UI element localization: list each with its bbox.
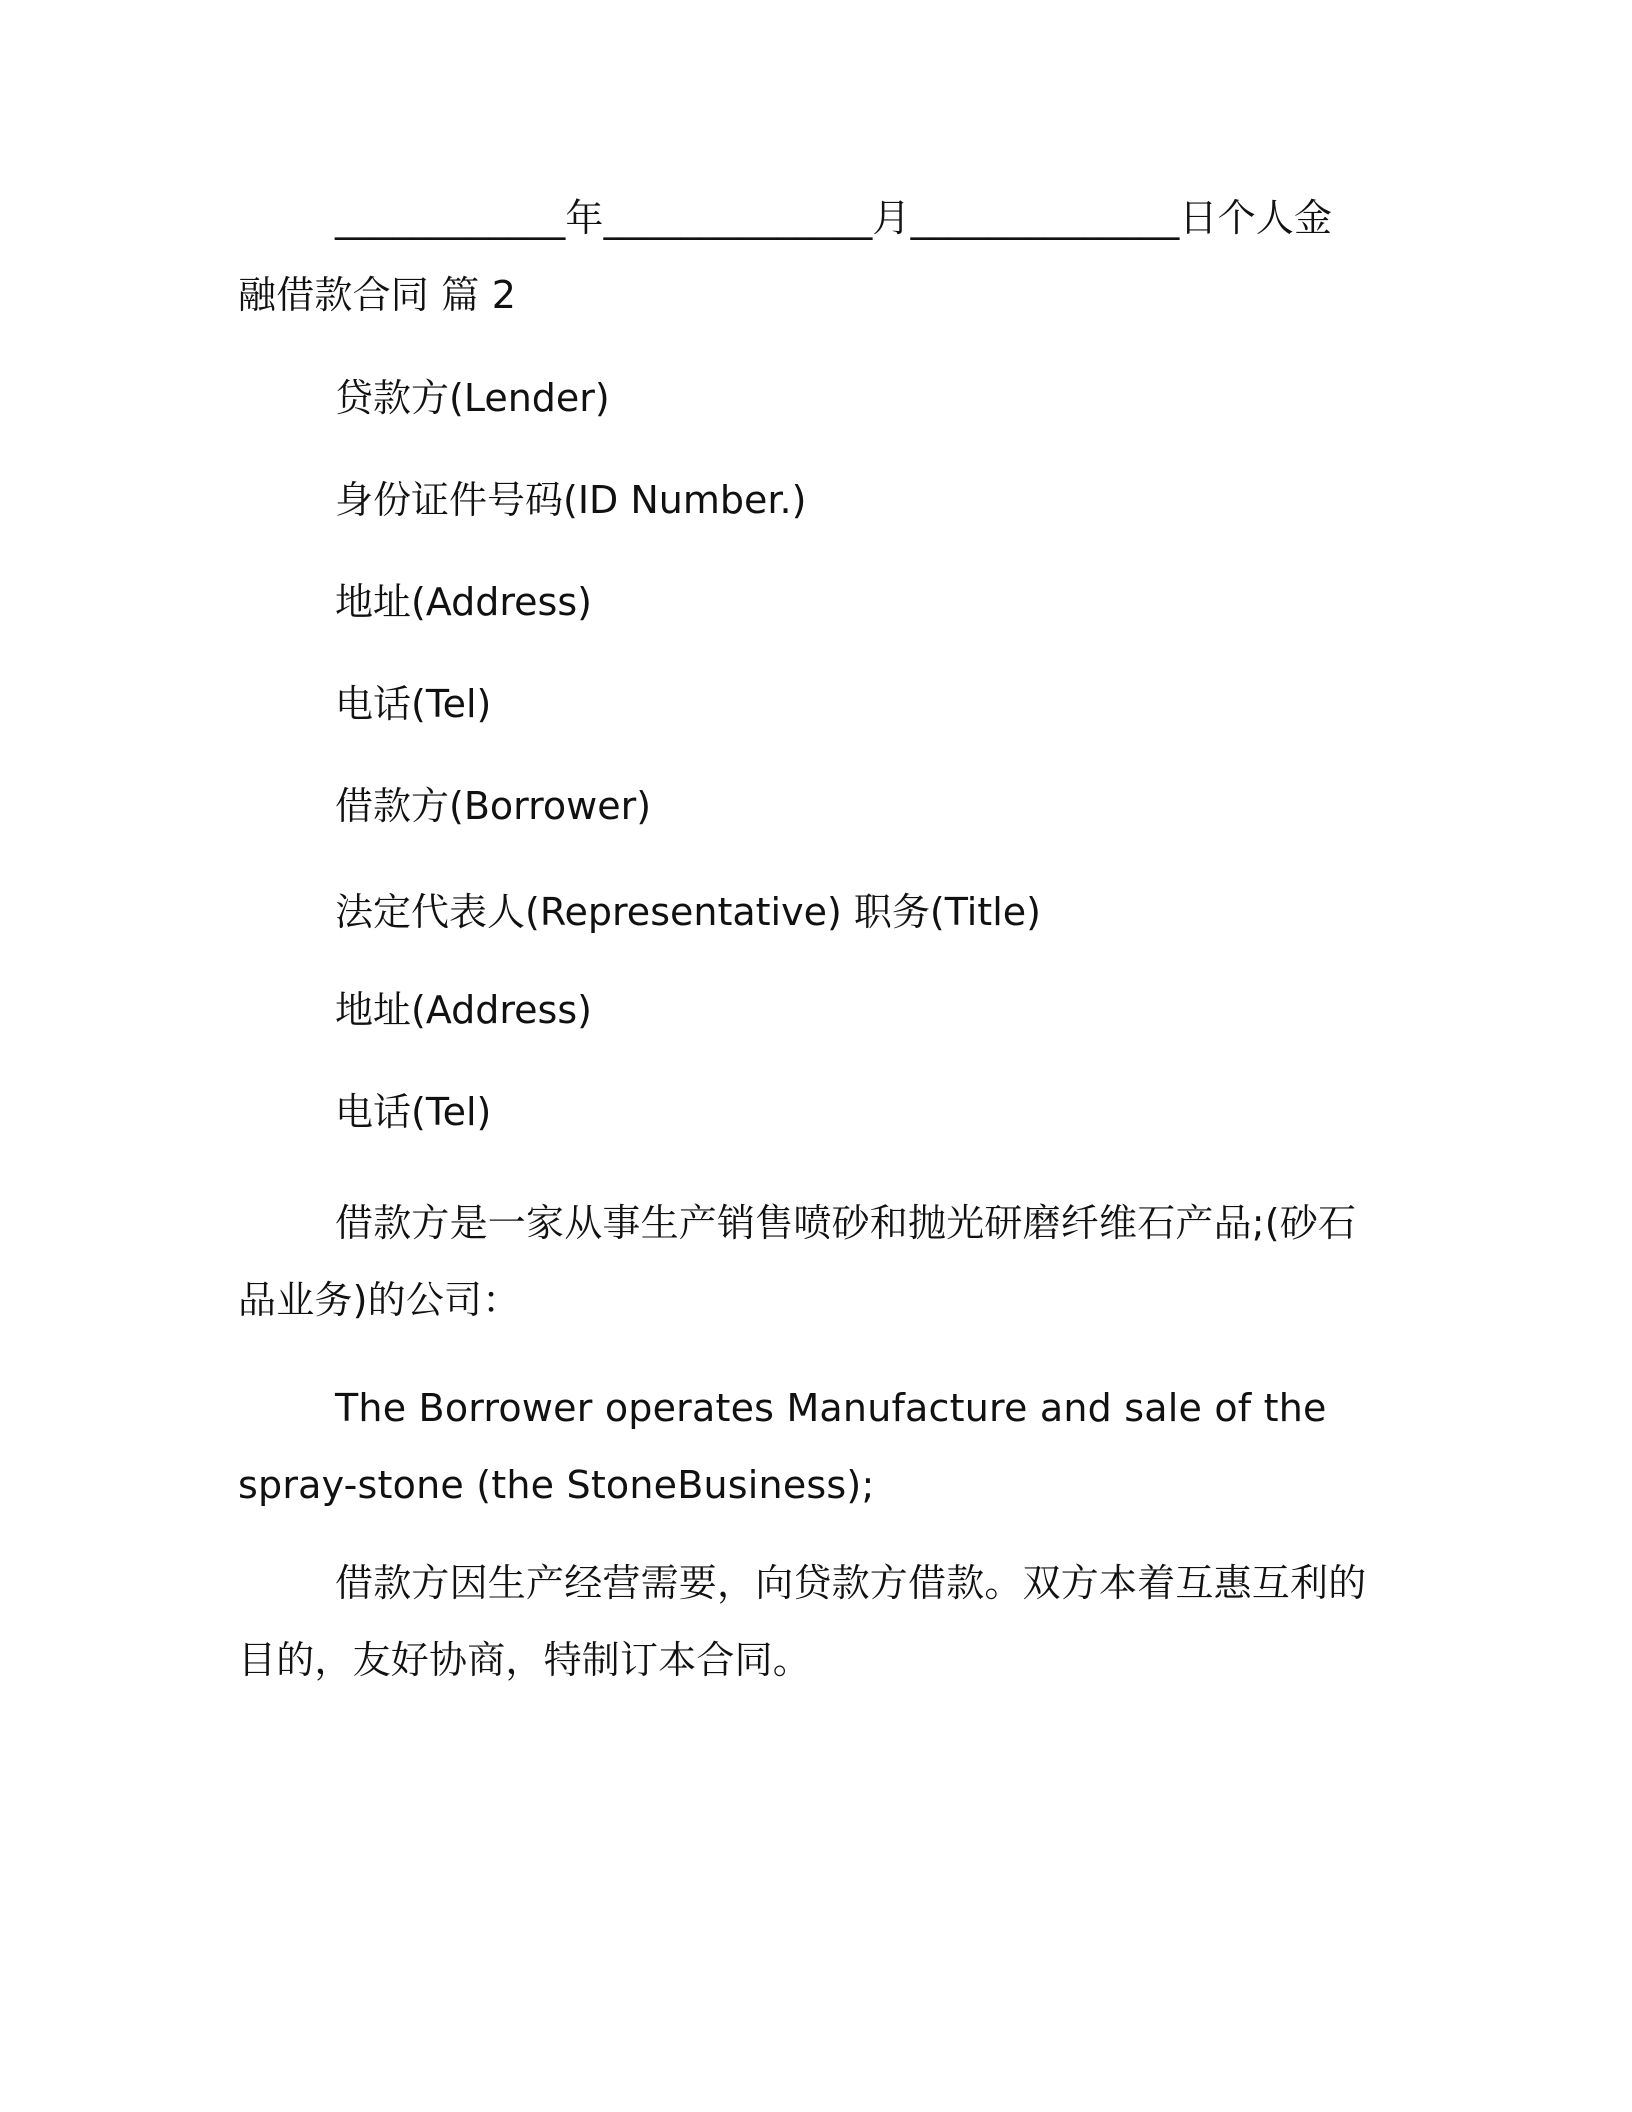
borrower-tel-field: 电话(Tel) <box>335 1090 492 1134</box>
english-business-paragraph: The Borrower operates Manufacture and sale of the spray-stone (the StoneBusiness); <box>238 1386 1327 1507</box>
business-paragraph: 借款方是一家从事生产销售喷砂和抛光研磨纤维石产品;(砂石品业务)的公司： <box>238 1201 1357 1322</box>
lender-field: 贷款方(Lender) <box>335 376 610 420</box>
representative-title-field: 法定代表人(Representative) 职务(Title) <box>335 890 1041 934</box>
lender-tel-field: 电话(Tel) <box>335 682 492 726</box>
borrower-address-field: 地址(Address) <box>335 988 592 1032</box>
purpose-paragraph: 借款方因生产经营需要，向贷款方借款。双方本着互惠互利的目的，友好协商，特制订本合同。 <box>238 1561 1367 1682</box>
id-number-field: 身份证件号码(ID Number.) <box>335 478 807 522</box>
lender-address-field: 地址(Address) <box>335 580 592 624</box>
title-paragraph: ____________年______________月______________日个人金融借款合同 篇 2 <box>238 196 1333 317</box>
borrower-field: 借款方(Borrower) <box>335 784 652 828</box>
